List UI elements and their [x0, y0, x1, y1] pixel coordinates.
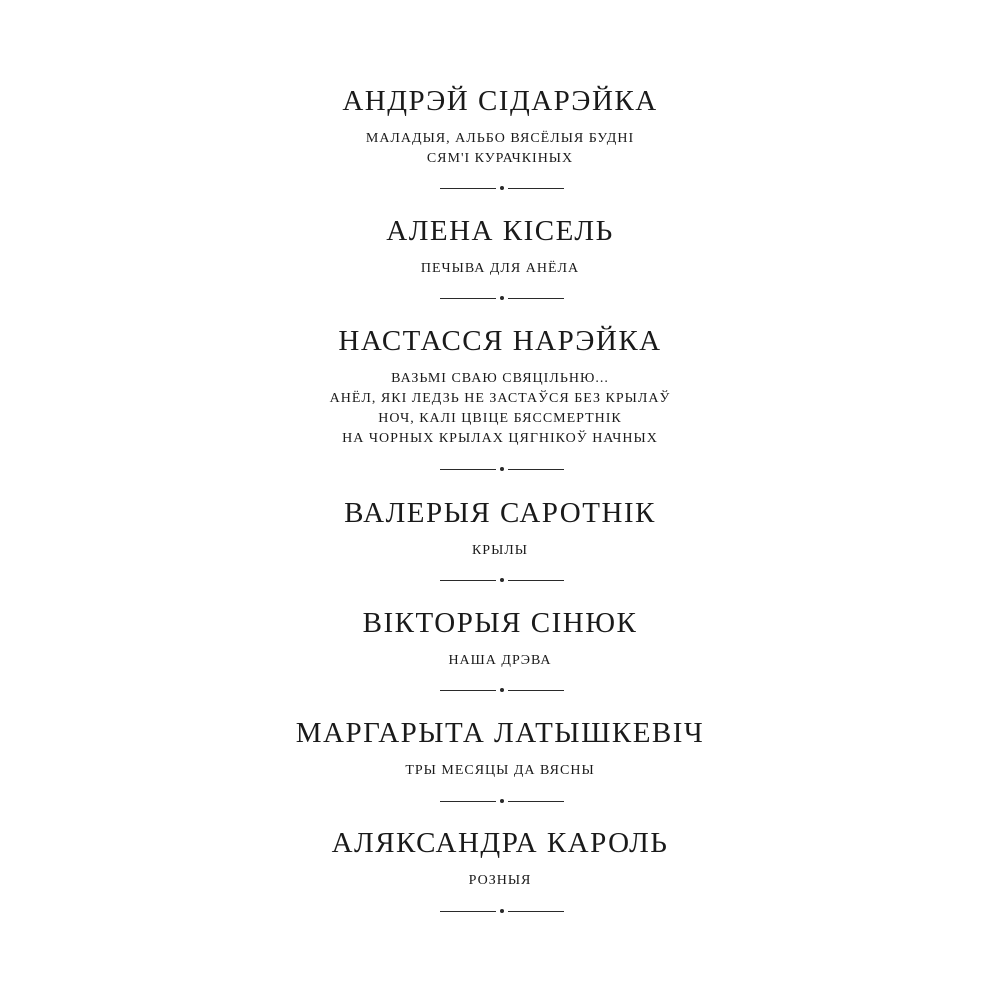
work-title: ВАЗЬМІ СВАЮ СВЯЦІЛЬНЮ... — [391, 371, 609, 386]
author-name: АНДРЭЙ СІДАРЭЙКА — [342, 85, 658, 117]
work-title: ПЕЧЫВА ДЛЯ АНЁЛА — [420, 261, 580, 276]
divider-line — [440, 911, 496, 912]
author-name: МАРГАРЫТА ЛАТЫШКЕВІЧ — [295, 717, 705, 749]
author-name: АЛЯКСАНДРА КАРОЛЬ — [331, 827, 669, 859]
work-title: МАЛАДЫЯ, АЛЬБО ВЯСЁЛЫЯ БУДНІ — [365, 131, 635, 146]
toc-entry — [0, 607, 1000, 671]
work-title: АНЁЛ, ЯКІ ЛЕДЗЬ НЕ ЗАСТАЎСЯ БЕЗ КРЫЛАЎ — [329, 391, 671, 406]
author-name: НАСТАССЯ НАРЭЙКА — [338, 325, 662, 357]
divider-line — [508, 911, 564, 912]
divider-line — [508, 298, 564, 299]
work-title: СЯМ'І КУРАЧКІНЫХ — [426, 151, 574, 166]
work-titles — [0, 129, 1000, 169]
divider-line — [508, 469, 564, 470]
author-name: ВАЛЕРЫЯ САРОТНІК — [344, 497, 656, 529]
ornamental-divider — [440, 465, 564, 474]
work-title: ТРЫ МЕСЯЦЫ ДА ВЯСНЫ — [405, 763, 595, 778]
author-name: АЛЕНА КІСЕЛЬ — [386, 215, 614, 247]
work-titles — [0, 541, 1000, 561]
toc-entry — [0, 827, 1000, 891]
toc-entry — [0, 85, 1000, 169]
work-title: НОЧ, КАЛІ ЦВІЦЕ БЯССМЕРТНІК — [378, 411, 622, 426]
divider-line — [440, 580, 496, 581]
work-title: КРЫЛЫ — [471, 543, 529, 558]
divider-dot-icon — [500, 186, 504, 190]
ornamental-divider — [440, 576, 564, 585]
divider-line — [440, 188, 496, 189]
work-titles — [0, 651, 1000, 671]
divider-line — [508, 801, 564, 802]
divider-line — [440, 469, 496, 470]
ornamental-divider — [440, 184, 564, 193]
divider-dot-icon — [500, 578, 504, 582]
divider-line — [508, 690, 564, 691]
toc-entry — [0, 325, 1000, 449]
divider-dot-icon — [500, 467, 504, 471]
work-title: НА ЧОРНЫХ КРЫЛАХ ЦЯГНІКОЎ НАЧНЫХ — [342, 431, 658, 446]
work-titles — [0, 259, 1000, 279]
ornamental-divider — [440, 686, 564, 695]
toc-entry — [0, 215, 1000, 279]
ornamental-divider — [440, 797, 564, 806]
divider-line — [508, 580, 564, 581]
divider-line — [440, 690, 496, 691]
author-name: ВІКТОРЫЯ СІНЮК — [362, 607, 638, 639]
toc-entry — [0, 497, 1000, 561]
work-titles — [0, 761, 1000, 781]
divider-dot-icon — [500, 799, 504, 803]
divider-line — [440, 298, 496, 299]
divider-dot-icon — [500, 909, 504, 913]
toc-entry — [0, 717, 1000, 781]
work-titles — [0, 369, 1000, 449]
ornamental-divider — [440, 294, 564, 303]
divider-line — [508, 188, 564, 189]
divider-line — [440, 801, 496, 802]
work-title: РОЗНЫЯ — [468, 873, 532, 888]
divider-dot-icon — [500, 296, 504, 300]
work-title: НАША ДРЭВА — [448, 653, 552, 668]
work-titles — [0, 871, 1000, 891]
ornamental-divider — [440, 907, 564, 916]
divider-dot-icon — [500, 688, 504, 692]
